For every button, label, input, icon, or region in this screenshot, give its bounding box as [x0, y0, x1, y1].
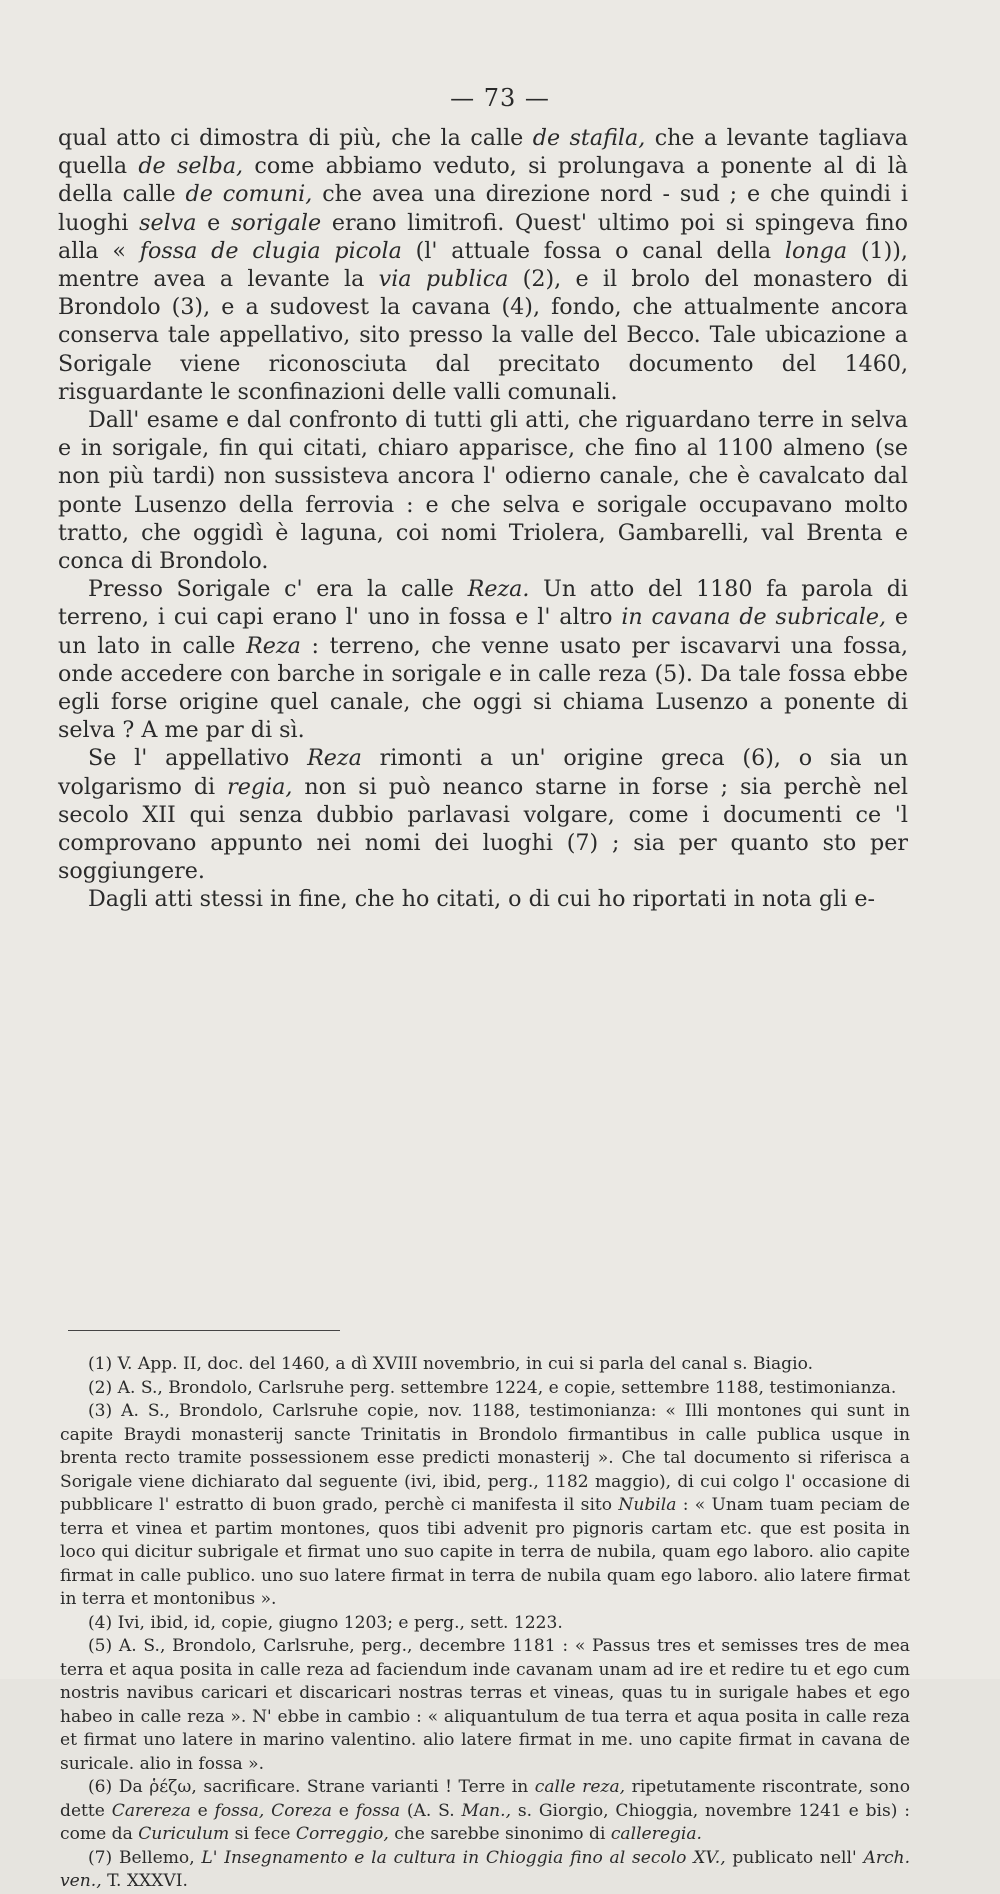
text-run: Se l' appellativo — [88, 745, 308, 772]
text-run: (5) A. S., Brondolo, Carlsruhe, perg., decembre 1181 : « Passus tres et semisses tres de mea terra et aqua posita in calle reza ad faciendum inde cavanam unam ad ire et redire tu et ego cum nostris navibus caricari et discaricari nostras terras et vineas, quas tu in surigale habes et ego habeo in calle reza ». N' ebbe in cambio : « aliquantulum de tua terra et aqua posita in calle reza et firmat uno latere in marino valentino. alio latere firmat in me. uno capite firmat in cavana de suricale. alio in fossa ». — [60, 1636, 910, 1774]
text-run: : terreno, che venne usato per iscavarvi una fossa, onde accedere con barche in sorigale e in calle reza (5). Da tale fossa ebbe egli forse origine quel canale, che oggi si chiama Lusenzo a ponente di selva ? A me par di sì. — [58, 632, 908, 744]
text-run: (l' attuale fossa o canal della — [401, 237, 785, 264]
text-run: si fece — [229, 1824, 296, 1844]
italic-text: calleregia. — [610, 1824, 702, 1844]
footnote — [60, 1400, 910, 1612]
text-run: (4) Ivi, ibid, id, copie, giugno 1203; e perg., sett. 1223. — [88, 1612, 563, 1633]
italic-text: Reza — [246, 632, 301, 659]
text-run: Un atto del 1180 fa parola di terreno, i cui capi erano l' uno in fossa e l' altro — [58, 576, 908, 631]
italic-text: L' Insegnamento e la cultura in Chioggia fino al secolo XV., — [201, 1847, 726, 1868]
footnote — [60, 1847, 910, 1894]
text-run: che sarebbe sinonimo di — [388, 1824, 611, 1844]
italic-text: Correggio, — [295, 1824, 389, 1844]
italic-text: Man., — [461, 1800, 512, 1821]
footnotes — [60, 1353, 910, 1894]
italic-text: Carereza — [111, 1800, 191, 1821]
text-run: ripetutamente riscontrate, sono dette — [60, 1777, 911, 1821]
italic-text: selva — [139, 209, 197, 236]
italic-text: calle reza, — [534, 1777, 626, 1797]
text-run: T. XXXVI. — [101, 1871, 188, 1891]
text-run: come abbiamo veduto, si prolungava a ponente al di là della calle — [58, 153, 908, 208]
footnote — [60, 1377, 910, 1401]
text-run: e — [331, 1800, 356, 1821]
italic-text: regia, — [227, 773, 293, 800]
paragraph — [58, 124, 908, 406]
text-run: Presso Sorigale c' era la calle — [88, 576, 468, 603]
italic-text: Reza. — [467, 576, 530, 603]
footnote — [60, 1353, 910, 1377]
text-run: e — [190, 1800, 215, 1821]
italic-text: de selba, — [138, 153, 244, 180]
text-run: e — [196, 209, 232, 236]
italic-text: Curiculum — [138, 1824, 230, 1844]
text-run: qual atto ci dimostra di più, che la calle — [58, 125, 533, 151]
footnote-separator — [68, 1330, 340, 1331]
text-run: che a levante tagliava quella — [58, 125, 908, 180]
italic-text: sorigale — [231, 209, 322, 236]
text-run: (7) Bellemo, — [88, 1847, 202, 1868]
text-run: s. Giorgio, Chioggia, novembre 1241 e bis) : come da — [60, 1800, 910, 1844]
paragraph — [58, 885, 908, 913]
text-run: non si può neanco starne in forse ; sia perchè nel secolo XII qui senza dubbio parlavasi volgare, come i documenti ce 'l comprovano appunto nei nomi dei luoghi (7) ; sia per quanto sto per soggiungere. — [58, 773, 908, 885]
footnote — [60, 1776, 910, 1847]
text-run: e un lato in calle — [58, 604, 908, 659]
paragraph — [58, 406, 908, 575]
italic-text: via publica — [378, 266, 509, 293]
text-run: Dagli atti stessi in fine, che ho citati, o di cui ho riportati in nota gli e- — [88, 886, 875, 913]
page-number: — 73 — — [450, 84, 550, 112]
paragraph — [58, 575, 908, 744]
italic-text: longa — [784, 237, 848, 264]
italic-text: fossa, Coreza — [214, 1800, 332, 1821]
text-run: (2), e il brolo del monastero di Brondolo (3), e a sudovest la cavana (4), fondo, che attualmente ancora conserva tale appellativo, sito presso la valle del Becco. Tale ubicazione a Sorigale viene riconosciuta dal precitato documento del 1460, risguardante le sconfinazioni delle valli comunali. — [58, 266, 908, 405]
text-run: rimonti a un' origine greca (6), o sia un volgarismo di — [58, 745, 908, 800]
italic-text: in cavana de subricale, — [621, 604, 887, 631]
text-run: (A. S. — [400, 1800, 462, 1821]
italic-text: fossa de clugia picola — [139, 237, 402, 264]
text-run: che avea una direzione nord - sud ; e che quindi i luoghi — [58, 181, 908, 236]
footnote — [60, 1612, 910, 1636]
text-run: (1) V. App. II, doc. del 1460, a dì XVIII novembrio, in cui si parla del canal s. Biagio. — [88, 1354, 814, 1374]
text-run: (2) A. S., Brondolo, Carlsruhe perg. settembre 1224, e copie, settembre 1188, testimonianza. — [88, 1377, 897, 1398]
text-run: erano limitrofi. Quest' ultimo poi si spingeva fino alla « — [58, 209, 909, 264]
italic-text: Reza — [307, 745, 362, 772]
italic-text: Arch. ven., — [60, 1847, 911, 1891]
footnote — [60, 1635, 910, 1776]
italic-text: fossa — [355, 1800, 401, 1821]
italic-text: de comuni, — [185, 181, 313, 208]
paragraph — [58, 744, 908, 885]
text-run: (1)), mentre avea a levante la — [58, 237, 908, 293]
text-run: publicato nell' — [725, 1847, 864, 1868]
main-text — [58, 124, 908, 914]
italic-text: de stafila, — [532, 125, 646, 151]
text-run: (6) Da ῥέζω, sacrificare. Strane varianti ! Terre in — [88, 1777, 535, 1797]
text-run: (3) A. S., Brondolo, Carlsruhe copie, nov. 1188, testimonianza: « Illi montones qui sunt in capite Braydi monasterij sancte Trinitatis in Brondolo firmantibus in calle publica usque in brenta recto tramite possessionem esse predicti monasterij ». Che tal documento si riferisca a Sorigale viene dichiarato dal seguente (ivi, ibid, perg., 1182 maggio), di cui colgo l' occasione di pubblicare l' estratto di buon grado, perchè ci manifesta il sito — [60, 1401, 910, 1515]
italic-text: Nubila — [618, 1495, 677, 1515]
text-run: Dall' esame e dal confronto di tutti gli atti, che riguardano terre in selva e in sorigale, fin qui citati, chiaro apparisce, che fino al 1100 almeno (se non più tardi) non sussisteva ancora l' odierno canale, che è cavalcato dal ponte Lusenzo della ferrovia : e che selva e sorigale occupavano molto tratto, che oggidì è laguna, coi nomi Triolera, Gambarelli, val Brenta e conca di Brondolo. — [58, 407, 908, 575]
text-run: : « Unam tuam peciam de terra et vinea et partim montones, quos tibi advenit pro pignoris cartam etc. que est posita in loco qui dicitur subrigale et firmat uno suo capite in terra de nubila, quam ego laboro. alio capite firmat in calle publico. uno suo latere firmat in terra de nubila quam ego laboro. alio latere firmat in terra et montonibus ». — [60, 1495, 910, 1609]
